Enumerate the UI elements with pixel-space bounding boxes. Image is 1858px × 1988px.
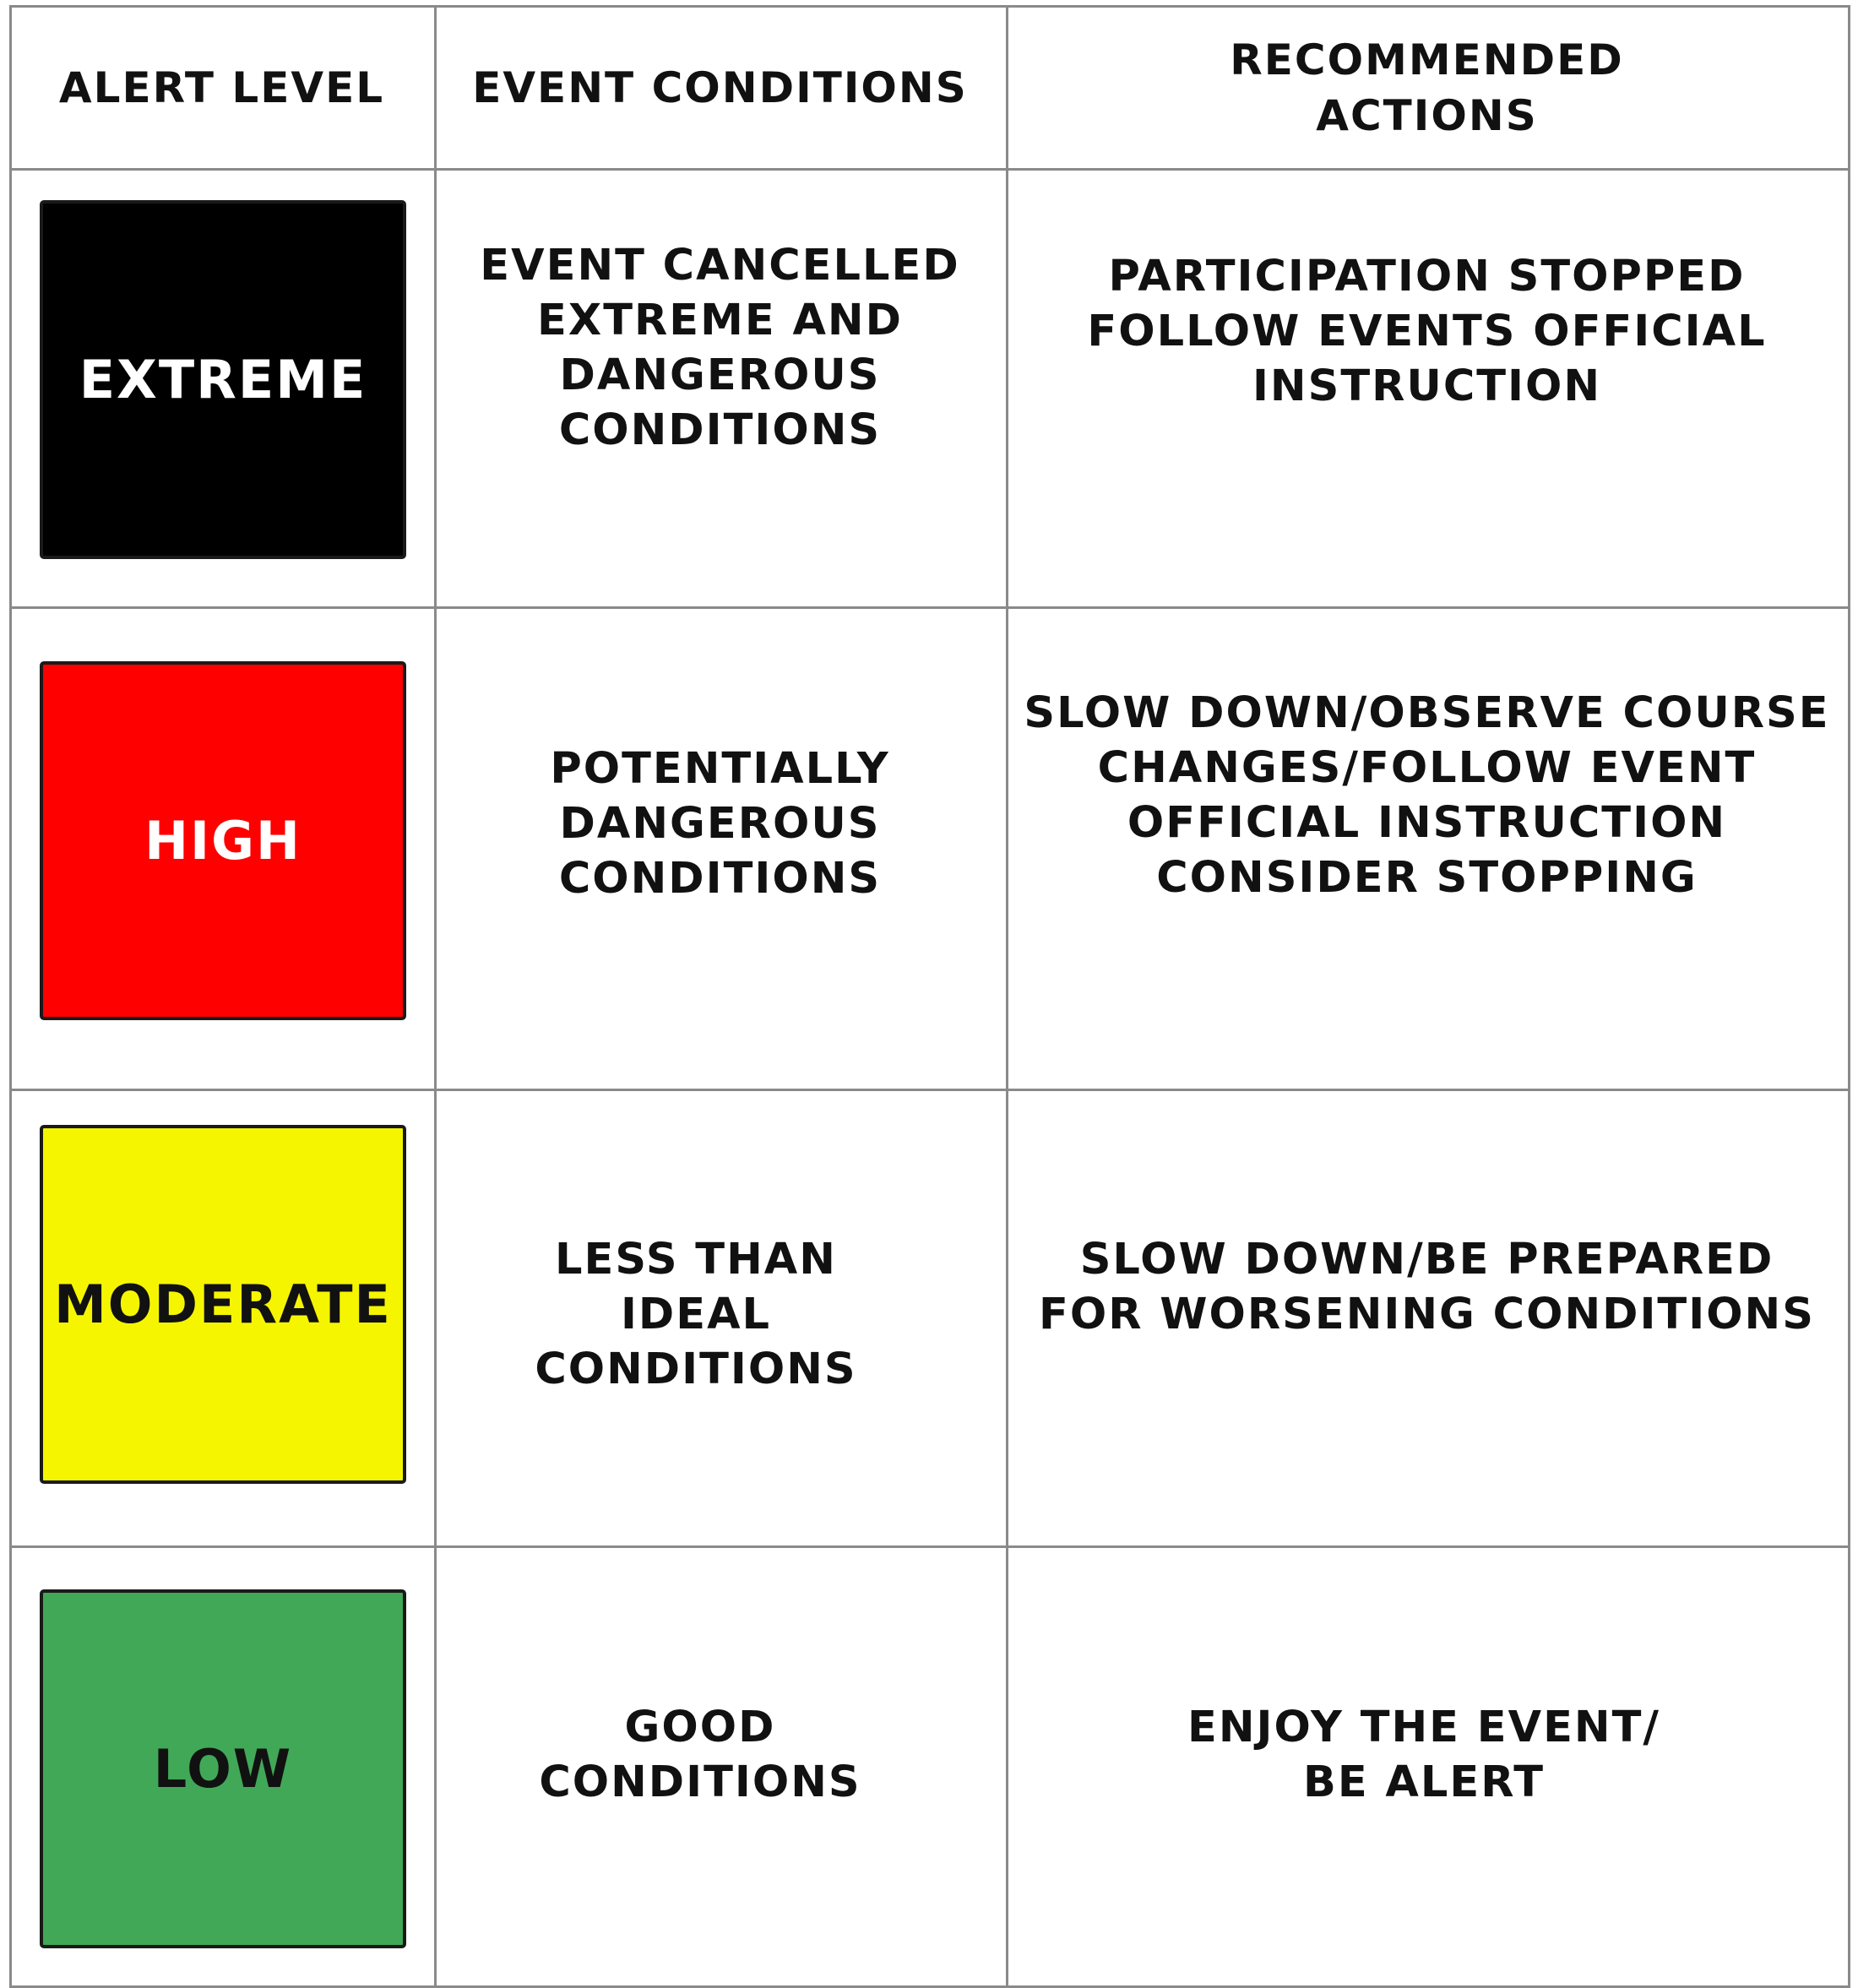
recommended-actions-cell xyxy=(1006,249,1848,414)
actions-line: SLOW DOWN/OBSERVE COURSE xyxy=(1024,688,1830,738)
alert-swatch-high xyxy=(40,661,406,1020)
conditions-line: EXTREME AND xyxy=(537,296,903,345)
conditions-line: EVENT CANCELLED xyxy=(480,241,960,291)
conditions-line: CONDITIONS xyxy=(558,854,882,904)
actions-line: FOLLOW EVENTS OFFICIAL xyxy=(1087,307,1767,356)
event-conditions-cell xyxy=(434,741,1006,906)
alert-level-table xyxy=(9,5,1850,1988)
alert-swatch-extreme xyxy=(40,200,406,559)
header-recommended-actions-line: ACTIONS xyxy=(1316,91,1538,140)
event-conditions-cell xyxy=(434,1232,958,1397)
conditions-line: CONDITIONS xyxy=(539,1757,861,1807)
conditions-line: CONDITIONS xyxy=(558,405,882,455)
conditions-line: LESS THAN xyxy=(555,1235,837,1285)
actions-line: PARTICIPATION STOPPED xyxy=(1108,252,1746,301)
row-divider xyxy=(9,606,1850,609)
actions-line: BE ALERT xyxy=(1302,1757,1546,1807)
conditions-line: DANGEROUS xyxy=(559,799,881,849)
actions-line: CONSIDER STOPPING xyxy=(1156,853,1698,903)
conditions-line: IDEAL xyxy=(620,1290,772,1339)
actions-line: SLOW DOWN/BE PREPARED xyxy=(1079,1235,1774,1285)
table-border-right xyxy=(1848,5,1850,1988)
row-divider xyxy=(9,1089,1850,1091)
header-event-conditions-text: EVENT CONDITIONS xyxy=(472,63,968,112)
recommended-actions-cell xyxy=(1006,686,1848,905)
alert-level-label: EXTREME xyxy=(79,349,367,410)
actions-line: INSTRUCTION xyxy=(1252,361,1602,411)
alert-level-label: LOW xyxy=(153,1738,293,1800)
conditions-line: CONDITIONS xyxy=(535,1344,857,1394)
alert-swatch-low xyxy=(40,1589,406,1948)
conditions-line: DANGEROUS xyxy=(559,350,881,400)
header-alert-level xyxy=(9,8,434,168)
actions-line: CHANGES/FOLLOW EVENT xyxy=(1097,743,1757,793)
alert-swatch-moderate xyxy=(40,1125,406,1484)
alert-level-label: MODERATE xyxy=(54,1274,392,1335)
header-recommended-actions xyxy=(1006,8,1848,168)
actions-line: FOR WORSENING CONDITIONS xyxy=(1039,1290,1815,1339)
event-conditions-cell xyxy=(434,238,1006,458)
header-divider xyxy=(9,168,1850,171)
alert-level-label: HIGH xyxy=(144,810,302,872)
event-conditions-cell xyxy=(434,1700,966,1810)
table-border-left xyxy=(9,5,12,1988)
actions-line: ENJOY THE EVENT/ xyxy=(1187,1703,1661,1752)
header-recommended-actions-line: RECOMMENDED xyxy=(1230,35,1624,84)
row-divider xyxy=(9,1545,1850,1548)
recommended-actions-cell xyxy=(1006,1232,1848,1342)
actions-line: OFFICIAL INSTRUCTION xyxy=(1127,798,1727,848)
header-event-conditions xyxy=(434,8,1006,168)
conditions-line: GOOD xyxy=(624,1703,776,1752)
conditions-line: POTENTIALLY xyxy=(550,744,890,794)
header-alert-level-text: ALERT LEVEL xyxy=(58,63,385,112)
recommended-actions-cell xyxy=(1006,1700,1842,1810)
